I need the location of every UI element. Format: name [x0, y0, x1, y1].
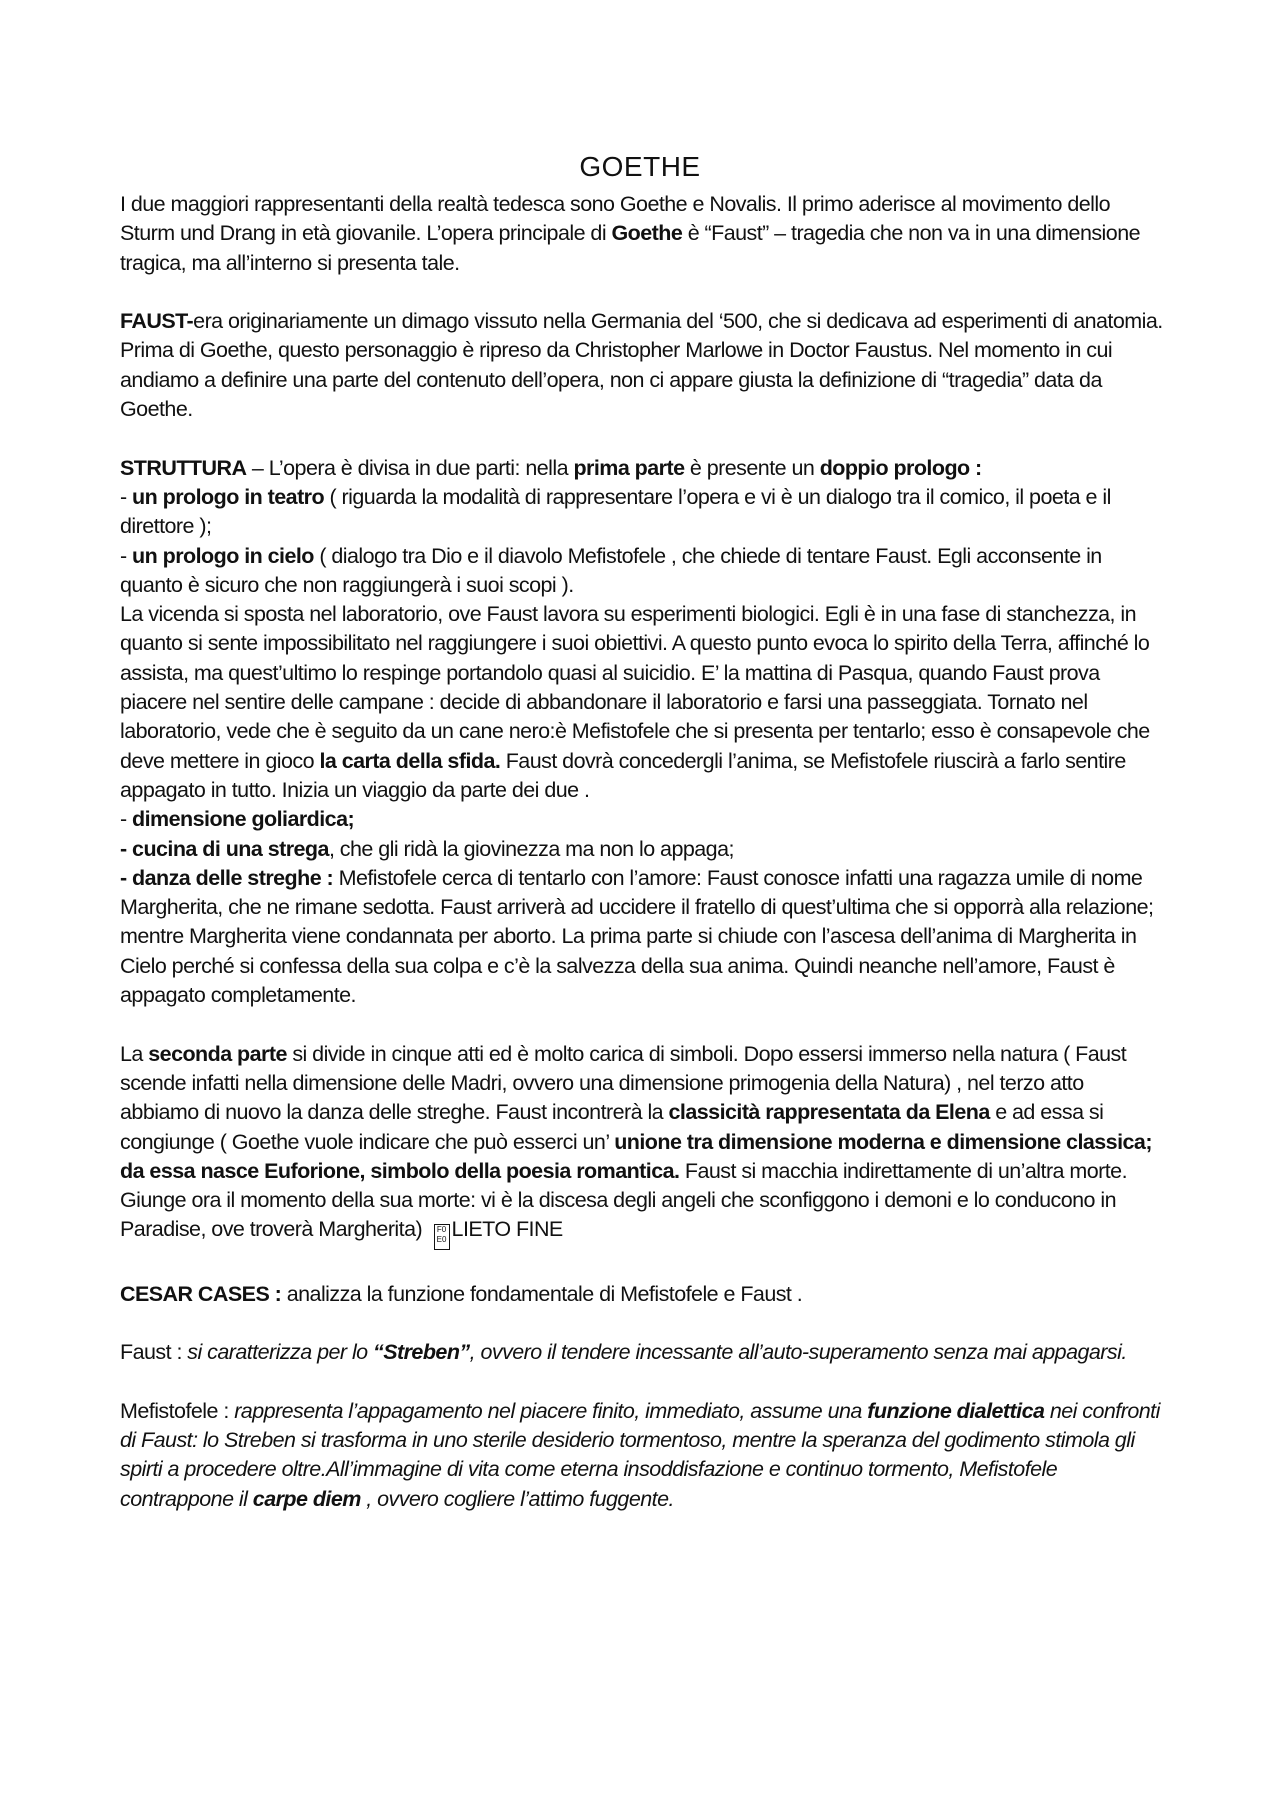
paragraph-gap	[120, 424, 1165, 453]
intro-text-2: è “Faust” – tragedia che non va in una dimensione tragica, ma all’interno si presenta tale.	[120, 221, 1141, 275]
lieto-fine-text: LIETO FINE	[451, 1217, 563, 1242]
list-item-danza-streghe	[120, 864, 1165, 1010]
glyph-code-top: F0	[436, 1225, 447, 1235]
list-item-prologo-teatro	[120, 483, 1165, 542]
seconda-text-3: e ad essa si congiunge ( Goethe vuole indicare che può esserci un’	[120, 1100, 1104, 1154]
danza-streghe-bold: - danza delle streghe :	[120, 865, 334, 890]
faust-paragraph	[120, 307, 1165, 424]
struttura-paragraph	[120, 454, 1165, 483]
paragraph-gap	[120, 278, 1165, 307]
cucina-strega-text: , che gli ridà la giovinezza ma non lo appaga;	[328, 836, 734, 861]
story-bold-sfida: la carta della sfida.	[319, 748, 501, 773]
mefistofele-definition-text-2: nei confronti di Faust: lo Streben si trasforma in uno sterile desiderio tormentoso, mentre la speranza del godimento stimola gli spirti a procedere oltre.All’immagine di vita come eterna insoddisfazione e continuo tormento, Mefistofele contrappone il	[120, 1398, 1160, 1511]
mefistofele-definition-paragraph	[120, 1397, 1165, 1514]
glyph-code-bottom: E0	[436, 1235, 447, 1245]
story-text-1: La vicenda si sposta nel laboratorio, ove Faust lavora su esperimenti biologici. Egli è in una fase di stanchezza, in quanto si sente impossibilitato nel raggiungere i suoi obiettivi. A questo punto evoca lo spirito della Terra, affinché lo assista, ma quest’ultimo lo respinge portandolo quasi al suicidio. E’ la mattina di Pasqua, quando Faust prova piacere nel sentire delle campane : decide di abbandonare il laboratorio e farsi una passeggiata. Tornato nel laboratorio, vede che è seguito da un cane nero:è Mefistofele che si presenta per tentarlo; esso è consapevole che deve mettere in gioco	[120, 602, 1150, 773]
list-dash: -	[120, 484, 133, 509]
mefistofele-definition-text-1: rappresenta l’appagamento nel piacere finito, immediato, assume una	[234, 1398, 868, 1423]
mefistofele-definition-carpe-diem: carpe diem	[252, 1486, 361, 1511]
faust-definition-paragraph	[120, 1338, 1165, 1367]
story-paragraph	[120, 600, 1165, 805]
paragraph-gap	[120, 1250, 1165, 1279]
faust-definition-streben: “Streben”	[373, 1340, 470, 1365]
cucina-strega-bold: - cucina di una strega	[120, 836, 329, 861]
story-text-2: Faust dovrà concedergli l’anima, se Mefistofele riuscirà a farlo sentire appagato in tutto. Inizia un viaggio da parte dei due .	[120, 748, 1126, 802]
seconda-text-1: La	[120, 1041, 149, 1066]
list-dash: -	[120, 543, 133, 568]
struttura-bold-prima-parte: prima parte	[573, 455, 685, 480]
faust-definition-text-2: , ovvero il tendere incessante all’auto-superamento senza mai appagarsi.	[469, 1340, 1127, 1365]
seconda-text-4: Faust si macchia indirettamente di un’altra morte. Giunge ora il momento della sua morte: vi è la discesa degli angeli che sconfiggono i demoni e lo conducono in Paradise, ove troverà Margherita)	[120, 1158, 1128, 1242]
seconda-bold-seconda-parte: seconda parte	[148, 1041, 287, 1066]
struttura-text-2: è presente un	[684, 455, 820, 480]
intro-bold-goethe: Goethe	[611, 221, 683, 246]
list-item-cucina-strega	[120, 835, 1165, 864]
dimensione-goliardica-bold: dimensione goliardica;	[132, 807, 355, 832]
prologo-cielo-text: ( dialogo tra Dio e il diavolo Mefistofele , che chiede di tentare Faust. Egli acconsente in quanto è sicuro che non raggiungerà i suoi scopi ).	[120, 543, 1102, 597]
list-dash: -	[120, 807, 133, 832]
struttura-bold-doppio-prologo: doppio prologo :	[819, 455, 982, 480]
mefistofele-definition-label: Mefistofele :	[120, 1398, 235, 1423]
faust-definition-text-1: si caratterizza per lo	[187, 1340, 373, 1365]
seconda-text-2: si divide in cinque atti ed è molto carica di simboli. Dopo essersi immerso nella natura ( Faust scende infatti nella dimensione delle Madri, ovvero una dimensione primogenia della Natura) , nel terzo atto abbiamo di nuovo la danza delle streghe. Faust incontrerà la	[120, 1041, 1127, 1125]
mefistofele-definition-funzione-dialettica: funzione dialettica	[867, 1398, 1045, 1423]
danza-streghe-text: Mefistofele cerca di tentarlo con l’amore: Faust conosce infatti una ragazza umile di nome Margherita, che ne rimane sedotta. Faust arriverà ad uccidere il fratello di quest’ultima che si opporrà alla relazione; mentre Margherita viene condannata per aborto. La prima parte si chiude con l’ascesa dell’anima di Margherita in Cielo perché si confessa della sua colpa e c’è la salvezza della sua anima. Quindi neanche nell’amore, Faust è appagato completamente.	[120, 865, 1154, 1008]
seconda-bold-unione: unione tra dimensione moderna e dimensione classica; da essa nasce Euforione, simbolo della poesia romantica.	[120, 1129, 1152, 1183]
cesar-cases-heading: CESAR CASES :	[120, 1281, 282, 1306]
mefistofele-definition-text-3: , ovvero cogliere l’attimo fuggente.	[360, 1486, 674, 1511]
struttura-heading: STRUTTURA	[120, 455, 247, 480]
page-title: GOETHE	[579, 151, 701, 182]
document-body	[120, 190, 1165, 1514]
missing-glyph-icon	[434, 1224, 450, 1250]
list-item-dimensione-goliardica	[120, 805, 1165, 834]
intro-text-1: I due maggiori rappresentanti della realtà tedesca sono Goethe e Novalis. Il primo aderisce al movimento dello Sturm und Drang in età giovanile. L’opera principale di	[120, 192, 1110, 246]
seconda-parte-paragraph	[120, 1040, 1165, 1251]
struttura-text-1: – L’opera è divisa in due parti: nella	[246, 455, 574, 480]
faust-heading: FAUST-	[120, 309, 194, 334]
faust-text: era originariamente un dimago vissuto nella Germania del ‘500, che si dedicava ad esperimenti di anatomia. Prima di Goethe, questo personaggio è ripreso da Christopher Marlowe in Doctor Faustus. Nel momento in cui andiamo a definire una parte del contenuto dell’opera, non ci appare giusta la definizione di “tragedia” data da Goethe.	[120, 309, 1163, 422]
paragraph-gap	[120, 1309, 1165, 1338]
prologo-teatro-bold: un prologo in teatro	[132, 484, 325, 509]
faust-definition-label: Faust :	[120, 1340, 188, 1365]
prologo-cielo-bold: un prologo in cielo	[132, 543, 314, 568]
intro-paragraph	[120, 190, 1165, 278]
cesar-cases-paragraph	[120, 1280, 1165, 1309]
cesar-cases-text: analizza la funzione fondamentale di Mefistofele e Faust .	[281, 1281, 803, 1306]
list-item-prologo-cielo	[120, 542, 1165, 601]
seconda-bold-elena: classicità rappresentata da Elena	[668, 1100, 990, 1125]
prologo-teatro-text: ( riguarda la modalità di rappresentare l’opera e vi è un dialogo tra il comico, il poeta e il direttore );	[120, 484, 1111, 539]
paragraph-gap	[120, 1368, 1165, 1397]
paragraph-gap	[120, 1010, 1165, 1039]
